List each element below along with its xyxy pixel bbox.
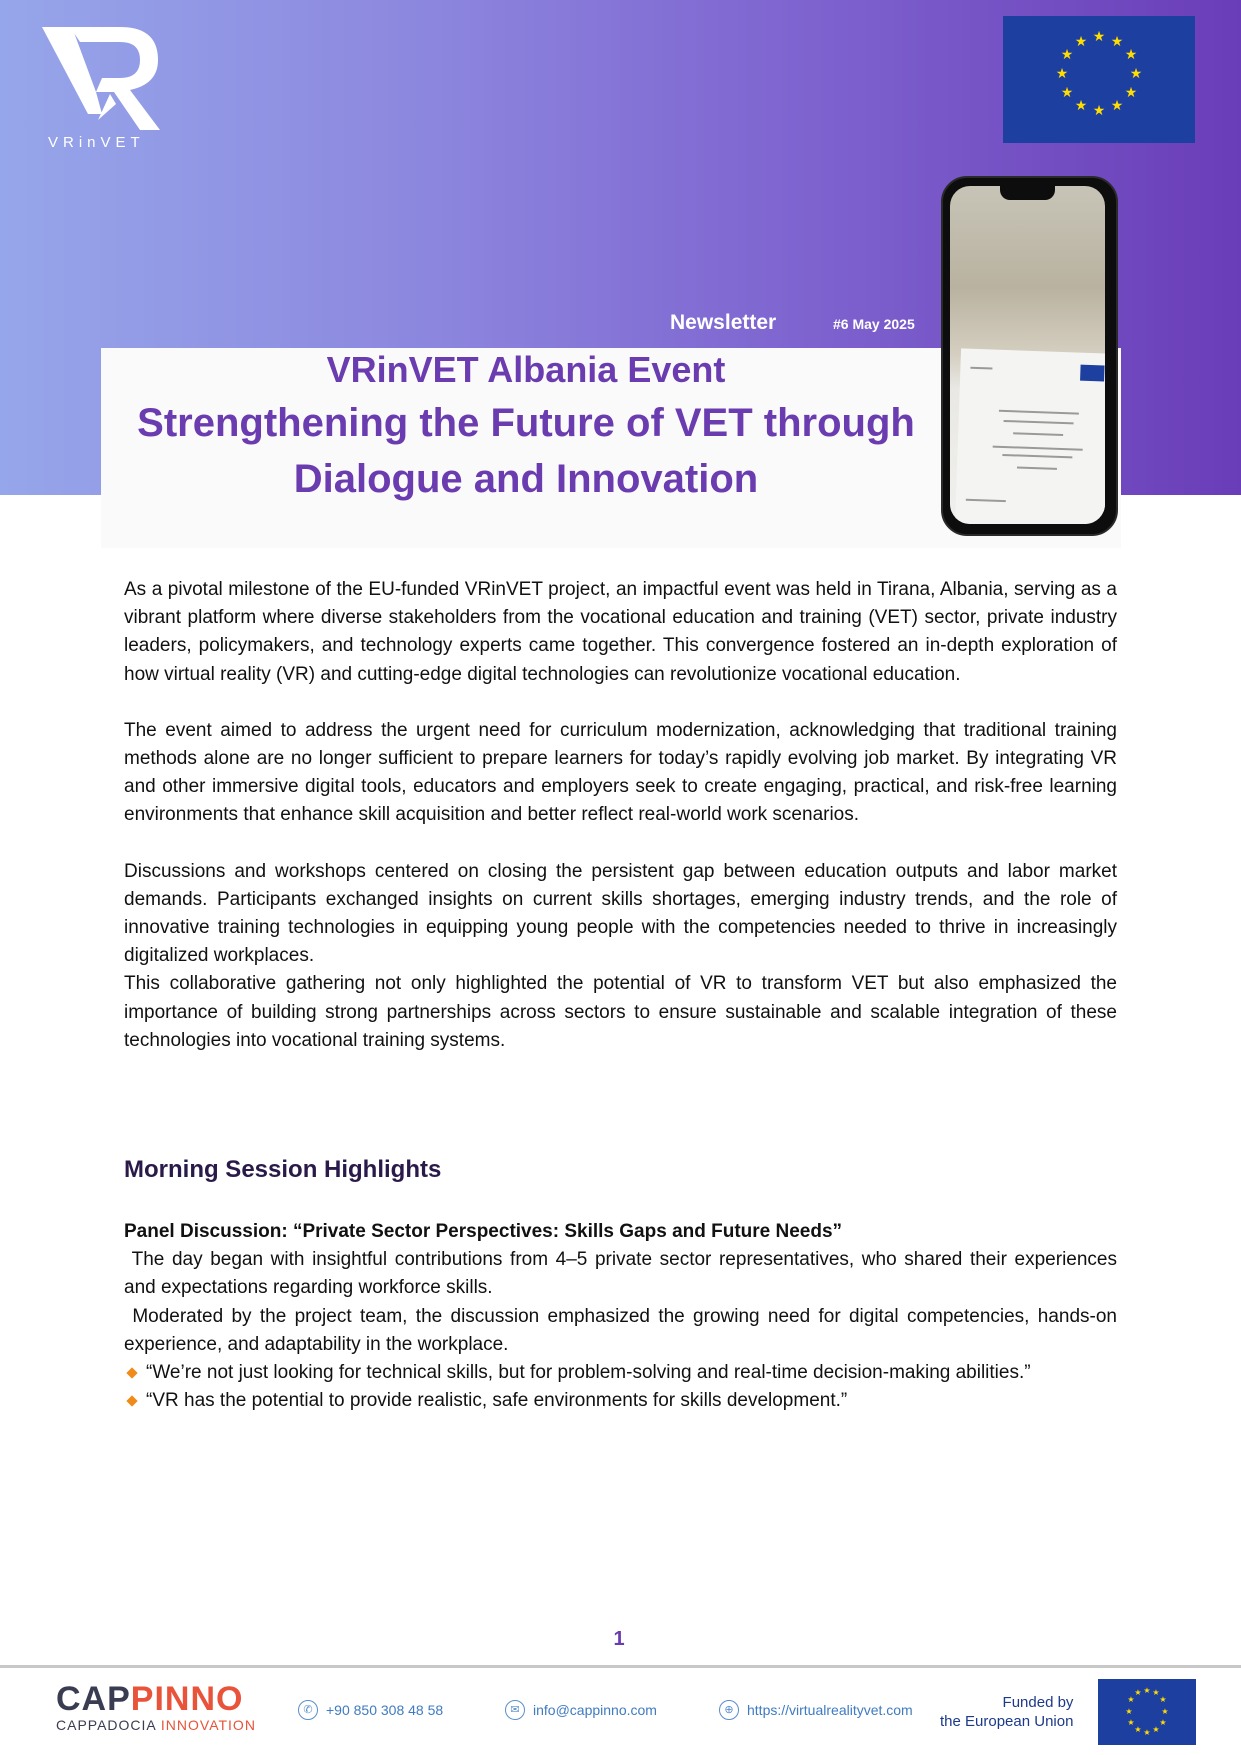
svg-text:★: ★ (1092, 103, 1106, 119)
eu-flag-icon (1098, 1679, 1196, 1745)
list-item (124, 1387, 1117, 1415)
phone-screen (950, 186, 1105, 524)
svg-text:★: ★ (1125, 1707, 1133, 1716)
svg-text:★: ★ (1092, 29, 1106, 45)
svg-text:★: ★ (1127, 1718, 1135, 1727)
diamond-bullet-icon (126, 1367, 137, 1378)
panel-discussion (124, 1218, 1123, 1415)
eu-flag-icon (1003, 16, 1195, 143)
svg-text:★: ★ (1152, 1725, 1160, 1734)
panel-paragraph: The day began with insightful contributions from 4–5 private sector representatives, who shared their experiences and expectations regarding workforce skills. (124, 1249, 1123, 1299)
title-line-1: VRinVET Albania Event (326, 349, 726, 390)
email-link[interactable]: info@cappinno.com (533, 1702, 657, 1718)
svg-text:★: ★ (1124, 85, 1138, 101)
diamond-bullet-icon (126, 1396, 137, 1407)
svg-text:★: ★ (1110, 98, 1124, 114)
funded-line-1: Funded by (1002, 1694, 1074, 1711)
svg-text:★: ★ (1161, 1707, 1169, 1716)
svg-text:★: ★ (1060, 47, 1074, 63)
vrinvet-logo-icon (40, 22, 170, 152)
funded-by-eu (940, 1693, 1073, 1731)
svg-text:★: ★ (1060, 85, 1074, 101)
doc-logo (970, 367, 992, 370)
paragraph: This collaborative gathering not only highlighted the potential of VR to transform VET but also emphasized the importance of building strong partnerships across sectors to ensure sustainable and scalable integration of these technologies into vocational training systems. (124, 973, 1117, 1051)
doc-line (966, 499, 1006, 502)
doc-line (1004, 420, 1074, 424)
agenda-document-image (955, 348, 1105, 524)
title-line-3: Dialogue and Innovation (293, 457, 759, 501)
svg-text:★: ★ (1129, 66, 1143, 82)
list-item (124, 1359, 1117, 1387)
svg-text:★: ★ (1074, 98, 1088, 114)
svg-text:★: ★ (1127, 1695, 1135, 1704)
page-number: 1 (613, 1628, 625, 1650)
svg-text:★: ★ (1152, 1688, 1160, 1697)
svg-text:★: ★ (1055, 66, 1069, 82)
phone-icon: ✆ (298, 1700, 318, 1720)
footer-website[interactable] (719, 1700, 913, 1720)
doc-eu-flag-icon (1080, 365, 1105, 382)
doc-line (993, 446, 1083, 451)
svg-text:★: ★ (1124, 47, 1138, 63)
paragraph: Discussions and workshops centered on closing the persistent gap between education outputs and labor market demands. Participants exchanged insights on current skills shortages, emerging industry trends, and the role of innovative training technologies in equipping young people with the competencies needed to thrive in increasingly digitalized workplaces. (124, 860, 1117, 967)
paragraph: As a pivotal milestone of the EU-funded VRinVET project, an impactful event was held in Tirana, Albania, serving as a vibrant platform where diverse stakeholders from the vocational education and training (VET) sector, private industry leaders, policymakers, and technology experts came together. This convergence fostered an in-depth exploration of how virtual reality (VR) and cutting-edge digital technologies can revolutionize vocational education. (124, 579, 1117, 685)
email-icon: ✉ (505, 1700, 525, 1720)
footer-divider (0, 1665, 1241, 1668)
cappinno-wordmark: CAPPINNO (56, 1680, 244, 1718)
cappinno-subtitle: CAPPADOCIA INNOVATION (56, 1717, 256, 1733)
phone-photo (941, 176, 1118, 536)
website-link[interactable]: https://virtualrealityvet.com (747, 1702, 913, 1718)
doc-line (1013, 432, 1063, 436)
cappinno-logo (56, 1680, 256, 1733)
doc-line (1002, 454, 1072, 458)
svg-text:★: ★ (1143, 1686, 1151, 1695)
doc-line (1017, 466, 1057, 469)
article-body (124, 576, 1117, 1055)
logo-text: VRinVET (48, 134, 145, 151)
quote-text: “VR has the potential to provide realistic, safe environments for skills development.” (146, 1390, 848, 1412)
svg-text:★: ★ (1159, 1695, 1167, 1704)
newsletter-label: Newsletter (670, 311, 777, 334)
svg-text:★: ★ (1143, 1728, 1151, 1737)
funded-line-2: the European Union (940, 1713, 1074, 1730)
page-title (101, 345, 951, 507)
footer-phone[interactable] (298, 1700, 443, 1720)
section-heading: Morning Session Highlights (124, 1156, 442, 1183)
svg-text:★: ★ (1159, 1718, 1167, 1727)
paragraph: The event aimed to address the urgent need for curriculum modernization, acknowledging that traditional training methods alone are no longer sufficient to prepare learners for today’s rapidly evolving job market. By integrating VR and other immersive digital tools, educators and employers seek to create engaging, practical, and risk-free learning environments that enhance skill acquisition and better reflect real-world work scenarios. (124, 719, 1117, 826)
footer-email[interactable] (505, 1700, 657, 1720)
svg-text:★: ★ (1110, 34, 1124, 50)
doc-line (999, 410, 1079, 415)
globe-icon: ⊕ (719, 1700, 739, 1720)
svg-text:★: ★ (1134, 1725, 1142, 1734)
issue-label: #6 May 2025 (833, 316, 915, 332)
panel-paragraph: Moderated by the project team, the discussion emphasized the growing need for digital competencies, hands-on experience, and adaptability in the workplace. (124, 1305, 1123, 1355)
phone-notch (1000, 186, 1055, 200)
title-line-2: Strengthening the Future of VET through (137, 401, 915, 445)
phone-number[interactable]: +90 850 308 48 58 (326, 1702, 444, 1718)
svg-text:★: ★ (1074, 34, 1088, 50)
quote-text: “We’re not just looking for technical skills, but for problem-solving and real-time decision-making abilities.” (146, 1362, 1031, 1384)
svg-text:★: ★ (1134, 1688, 1142, 1697)
panel-title: Panel Discussion: “Private Sector Perspectives: Skills Gaps and Future Needs” (124, 1221, 843, 1242)
